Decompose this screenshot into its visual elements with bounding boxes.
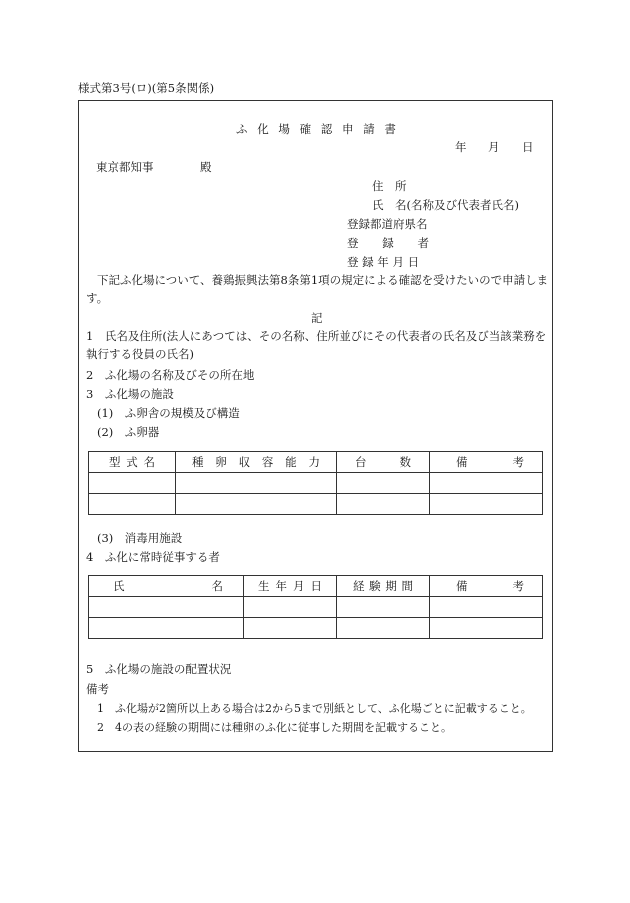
header-birthdate: 生 年 月 日 [244,576,337,597]
title-char: ふ [236,122,248,136]
date-month: 月 [488,140,500,154]
item-3-2: (2) ふ卵器 [97,425,160,439]
staff-table [88,575,543,639]
title-char: 化 [257,122,269,136]
applicant-address-label: 住 所 [372,179,407,193]
item-5: 5 ふ化場の施設の配置状況 [86,662,232,676]
header-capacity: 種 卵 収 容 能 力 [176,452,337,473]
title-char: 確 [299,122,312,136]
item-3-1: (1) ふ卵舎の規模及び構造 [97,406,240,420]
form-number: 様式第3号(ロ)(第5条関係) [78,81,215,95]
addressee-honorific: 殿 [200,160,212,174]
header-model: 型 式 名 [89,452,176,473]
title-char: 場 [278,122,290,136]
title-char: 書 [384,122,396,136]
registrant-char: 者 [417,236,429,250]
header-experience: 経 験 期 間 [337,576,430,597]
header-name: 氏 名 [89,576,244,597]
addressee-name: 東京都知事 [96,160,154,174]
item-3: 3 ふ化場の施設 [86,387,174,401]
remarks-heading: 備考 [86,682,109,696]
ki-heading: 記 [311,311,323,325]
incubator-table [88,451,543,515]
table-header-row [89,576,543,597]
item-2: 2 ふ化場の名称及びその所在地 [86,368,255,382]
registrant-char: 登 [347,236,359,250]
table-header-row [89,452,543,473]
application-statement: 下記ふ化場について、養鶏振興法第8条第1項の規定による確認を受けたいので申請します。 [86,273,549,305]
table-row [89,618,543,639]
header-remarks: 備 考 [430,576,543,597]
title-char: 申 [342,122,354,136]
item-3-3: (3) 消毒用施設 [97,531,183,545]
date-day: 日 [522,140,534,154]
registrant-label [347,235,429,251]
remark-2: 2 4の表の経験の期間には種卵のふ化に従事した期間を記載すること。 [97,721,452,734]
form-title [236,121,396,137]
item-4: 4 ふ化に常時従事する者 [86,550,220,564]
registered-prefecture-label: 登録都道府県名 [347,217,428,231]
registrant-char: 録 [382,236,394,250]
item-1: 1 氏名及住所(法人にあつては、その名称、住所並びにその代表者の氏名及び当該業務を執行する役員の氏名) [86,329,547,361]
registration-date-label: 登 録 年 月 日 [347,255,420,269]
title-char: 請 [363,122,375,136]
remark-1: 1 ふ化場が2箇所以上ある場合は2から5まで別紙として、ふ化場ごとに記載すること。 [97,702,532,715]
date-year: 年 [455,140,467,154]
table-row [89,473,543,494]
table-row [89,494,543,515]
header-count: 台 数 [337,452,430,473]
header-remarks: 備 考 [430,452,543,473]
applicant-name-label: 氏 名(名称及び代表者氏名) [372,198,519,212]
title-char: 認 [320,122,333,136]
table-row [89,597,543,618]
